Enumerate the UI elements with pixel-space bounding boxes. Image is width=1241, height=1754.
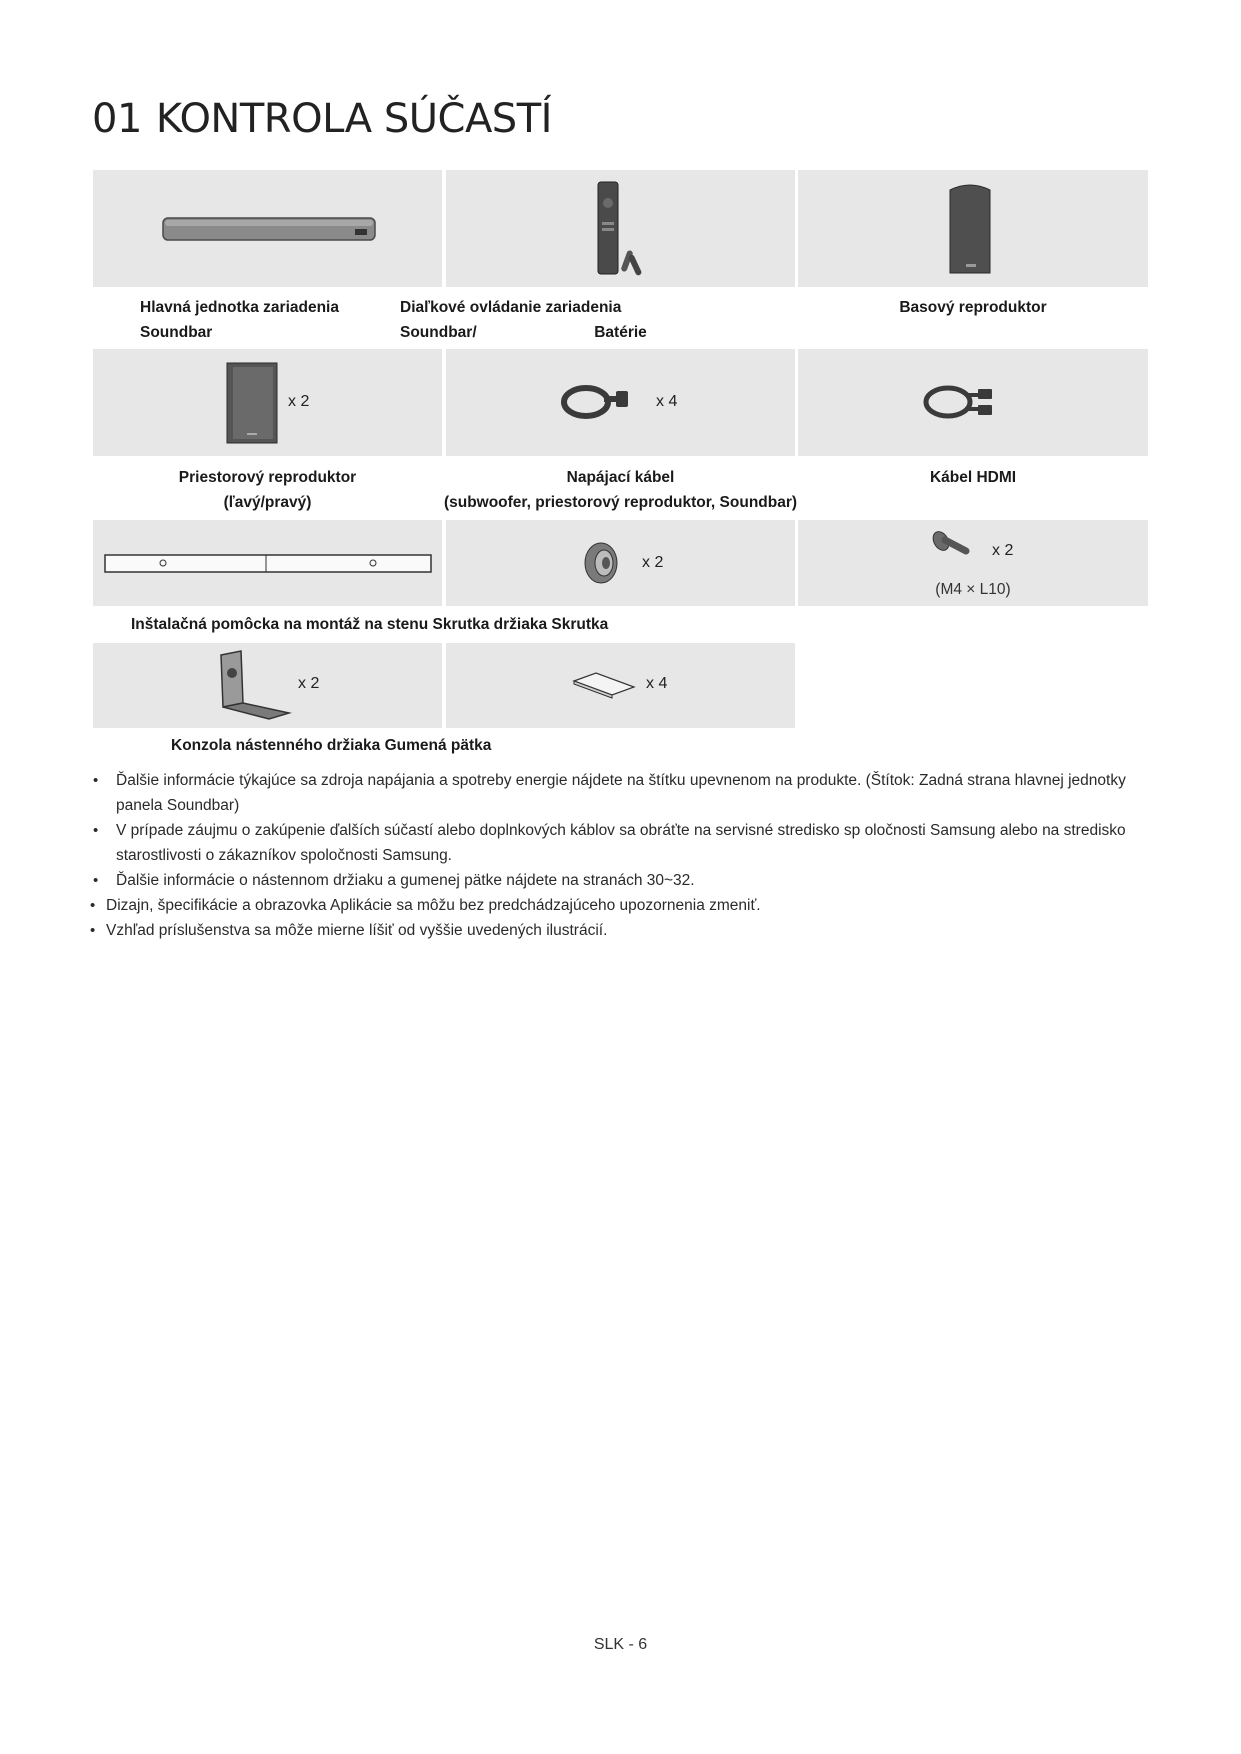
surround-label-line2: (ľavý/pravý) [223, 494, 312, 511]
bracket-label: Konzola nástenného držiaka [171, 737, 381, 754]
hdmi-image-cell [798, 349, 1148, 456]
wall-guide-image-cell [93, 520, 442, 606]
row3-labels [131, 612, 831, 637]
power-cable-label-line1: Napájací kábel [566, 469, 675, 486]
note-item: • Vzhľad príslušenstva sa môže mierne líšiť od vyššie uvedených ilustrácií. [90, 918, 1150, 943]
surround-qty: x 2 [288, 393, 310, 410]
surround-image-cell [93, 349, 442, 456]
note-item: • V prípade záujmu o zakúpenie ďalších súčastí alebo doplnkových káblov sa obráťte na servisné stredisko sp oločnosti Samsung alebo na stredisko starostlivosti o zákazníkov spoločnosti Samsung. [90, 818, 1150, 868]
power-cable-label-line2: (subwoofer, priestorový reproduktor, Soundbar) [443, 494, 798, 511]
section-title: KONTROLA SÚČASTÍ [155, 96, 552, 142]
subwoofer-label: Basový reproduktor [899, 299, 1047, 316]
bracket-qty: x 2 [298, 675, 320, 692]
holder-screw-qty: x 2 [642, 554, 664, 571]
power-cable-qty: x 4 [656, 393, 678, 410]
power-cable-image-cell [446, 349, 795, 456]
subwoofer-illustration [798, 170, 1148, 287]
bullet-icon: • [90, 922, 96, 939]
holder-screw-image-cell [446, 520, 795, 606]
bullet-icon: • [93, 872, 99, 889]
screw-image-cell [798, 520, 1148, 606]
bullet-icon: • [90, 897, 96, 914]
note-item: • Ďalšie informácie o nástennom držiaku a gumenej pätke nájdete na stranách 30~32. [90, 868, 1150, 893]
subwoofer-image-cell [798, 170, 1148, 287]
rubber-foot-illustration [446, 643, 795, 728]
soundbar-image-cell [93, 170, 442, 287]
wall-mount-guide-illustration [93, 520, 442, 606]
note-item: • Ďalšie informácie týkajúce sa zdroja napájania a spotreby energie nájdete na štítku upevnenom na produkte. (Štítok: Zadná strana hlavnej jednotky panela Soundbar) [90, 768, 1150, 818]
remote-image-cell [446, 170, 795, 287]
row4-labels [171, 733, 671, 758]
bullet-icon: • [93, 822, 99, 839]
screw-qty: x 2 [992, 542, 1014, 559]
wall-bracket-illustration [93, 643, 442, 728]
surround-speaker-illustration [93, 349, 442, 456]
bullet-icon: • [93, 772, 99, 789]
rubber-foot-label: Gumená pätka [384, 737, 492, 754]
note-item: • Dizajn, špecifikácie a obrazovka Aplikácie sa môžu bez predchádzajúceho upozornenia zmeniť. [90, 893, 1150, 918]
section-number: 01 [92, 96, 142, 142]
screw-label: Skrutka [551, 616, 609, 633]
hdmi-cable-illustration [798, 349, 1148, 456]
wall-guide-label: Inštalačná pomôcka na montáž na stenu [131, 616, 429, 633]
holder-screw-label: Skrutka držiaka [432, 616, 548, 633]
remote-illustration [446, 170, 795, 287]
holder-screw-illustration [446, 520, 795, 606]
soundbar-illustration [93, 170, 442, 287]
hdmi-label: Kábel HDMI [929, 469, 1017, 486]
rubber-foot-image-cell [446, 643, 795, 728]
page-number: SLK - 6 [593, 1636, 648, 1653]
bracket-image-cell [93, 643, 442, 728]
page-title [92, 96, 552, 142]
surround-label-line1: Priestorový reproduktor [178, 469, 357, 486]
power-cable-illustration [446, 349, 795, 456]
screw-size: (M4 × L10) [935, 581, 1011, 598]
remote-label-line2: Batérie [594, 324, 647, 341]
remote-label-line1: Diaľkové ovládanie zariadenia Soundbar/ [400, 299, 622, 341]
notes-list [90, 768, 1150, 943]
soundbar-label: Hlavná jednotka zariadenia Soundbar [140, 299, 339, 341]
rubber-foot-qty: x 4 [646, 675, 668, 692]
